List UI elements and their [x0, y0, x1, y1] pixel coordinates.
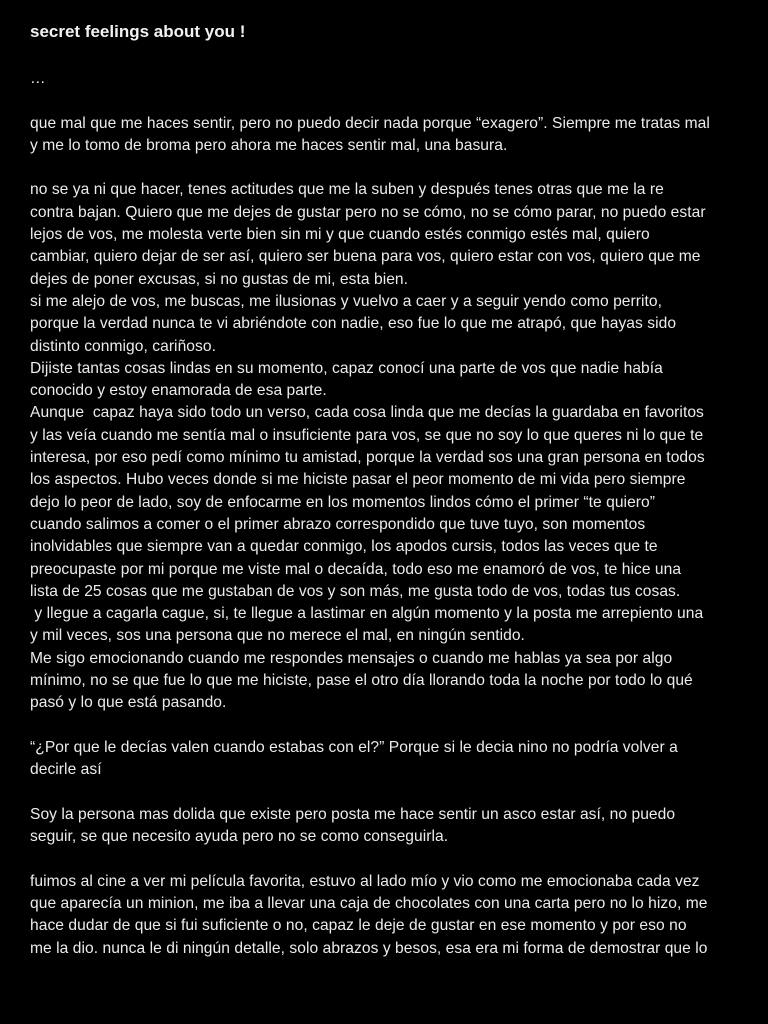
note-title: secret feelings about you !	[30, 22, 246, 41]
note-line: interesa, por eso pedí como mínimo tu amistad, porque la verdad sos una gran persona en todos	[30, 449, 705, 467]
note-line: Dijiste tantas cosas lindas en su momento, capaz conocí una parte de vos que nadie había	[30, 359, 663, 377]
note-line: preocupaste por mi porque me viste mal o decaída, todo eso me enamoró de vos, te hice una	[30, 560, 682, 578]
note-line: y las veía cuando me sentía mal o insuficiente para vos, se que no soy lo que queres ni lo que te	[30, 426, 704, 444]
note-line: pasó y lo que está pasando.	[30, 694, 227, 712]
note-line: distinto conmigo, cariñoso.	[30, 337, 216, 355]
note-line: contra bajan. Quiero que me dejes de gustar pero no se cómo, no se cómo parar, no puedo estar	[30, 203, 706, 221]
note-line: que aparecía un minion, me iba a llevar una caja de chocolates con una carta pero no lo hizo, me	[30, 894, 708, 912]
note-line: si me alejo de vos, me buscas, me ilusionas y vuelvo a caer y a seguir yendo como perrito,	[30, 292, 663, 310]
note-line: inolvidables que siempre van a quedar conmigo, los apodos cursis, todos las veces que te	[30, 538, 658, 556]
note-line	[30, 90, 742, 112]
note-view[interactable]	[30, 20, 742, 960]
note-line: Soy la persona mas dolida que existe pero posta me hace sentir un asco estar así, no puedo	[30, 805, 676, 823]
note-line	[30, 157, 742, 179]
note-line: mínimo, no se que fue lo que me hiciste, pase el otro día llorando toda la noche por todo lo qué	[30, 672, 693, 690]
note-line: los aspectos. Hubo veces donde si me hiciste pasar el peor momento de mi vida pero siempre	[30, 471, 686, 489]
note-line	[30, 848, 742, 870]
note-line: cuando salimos a comer o el primer abrazo correspondido que tuve tuyo, son momentos	[30, 515, 646, 533]
note-line: lejos de vos, me molesta verte bien sin mi y que cuando estés conmigo estés mal, quiero	[30, 226, 650, 244]
note-line: y me lo tomo de broma pero ahora me haces sentir mal, una basura.	[30, 136, 508, 154]
note-line: Aunque capaz haya sido todo un verso, cada cosa linda que me decías la guardaba en favoritos	[30, 404, 704, 422]
note-line: porque la verdad nunca te vi abriéndote con nadie, eso fue lo que me atrapó, que hayas sido	[30, 315, 677, 333]
note-line: seguir, se que necesito ayuda pero no se como conseguirla.	[30, 828, 449, 846]
note-line: dejo lo peor de lado, soy de enfocarme en los momentos lindos cómo el primer “te quiero”	[30, 493, 656, 511]
note-line: conocido y estoy enamorada de esa parte.	[30, 382, 327, 400]
note-line: me la dio. nunca le di ningún detalle, solo abrazos y besos, esa era mi forma de demostrar que lo	[30, 939, 708, 957]
note-line: Me sigo emocionando cuando me respondes mensajes o cuando me hablas ya sea por algo	[30, 649, 673, 667]
note-body[interactable]	[30, 68, 742, 960]
note-line: …	[30, 70, 46, 87]
note-line	[30, 715, 742, 737]
note-line: que mal que me haces sentir, pero no puedo decir nada porque “exagero”. Siempre me tratas mal	[30, 114, 710, 132]
note-line: y llegue a cagarla cague, si, te llegue a lastimar en algún momento y la posta me arrepiento una	[30, 605, 704, 623]
note-line: dejes de poner excusas, si no gustas de mi, esta bien.	[30, 270, 409, 288]
note-line: lista de 25 cosas que me gustaban de vos y son más, me gusta todo de vos, todas tus cosas.	[30, 582, 681, 600]
note-line: decirle así	[30, 761, 102, 779]
note-line: fuimos al cine a ver mi película favorita, estuvo al lado mío y vio como me emocionaba cada vez	[30, 872, 700, 890]
note-line: hace dudar de que si fui suficiente o no, capaz le deje de gustar en ese momento y por eso no	[30, 917, 687, 935]
note-line: “¿Por que le decías valen cuando estabas con el?” Porque si le decia nino no podría volver a	[30, 738, 678, 756]
note-line: no se ya ni que hacer, tenes actitudes que me la suben y después tenes otras que me la re	[30, 181, 664, 199]
note-line: cambiar, quiero dejar de ser así, quiero ser buena para vos, quiero estar con vos, quiero que me	[30, 248, 701, 266]
note-line	[30, 782, 742, 804]
note-line: y mil veces, sos una persona que no merece el mal, en ningún sentido.	[30, 627, 525, 645]
